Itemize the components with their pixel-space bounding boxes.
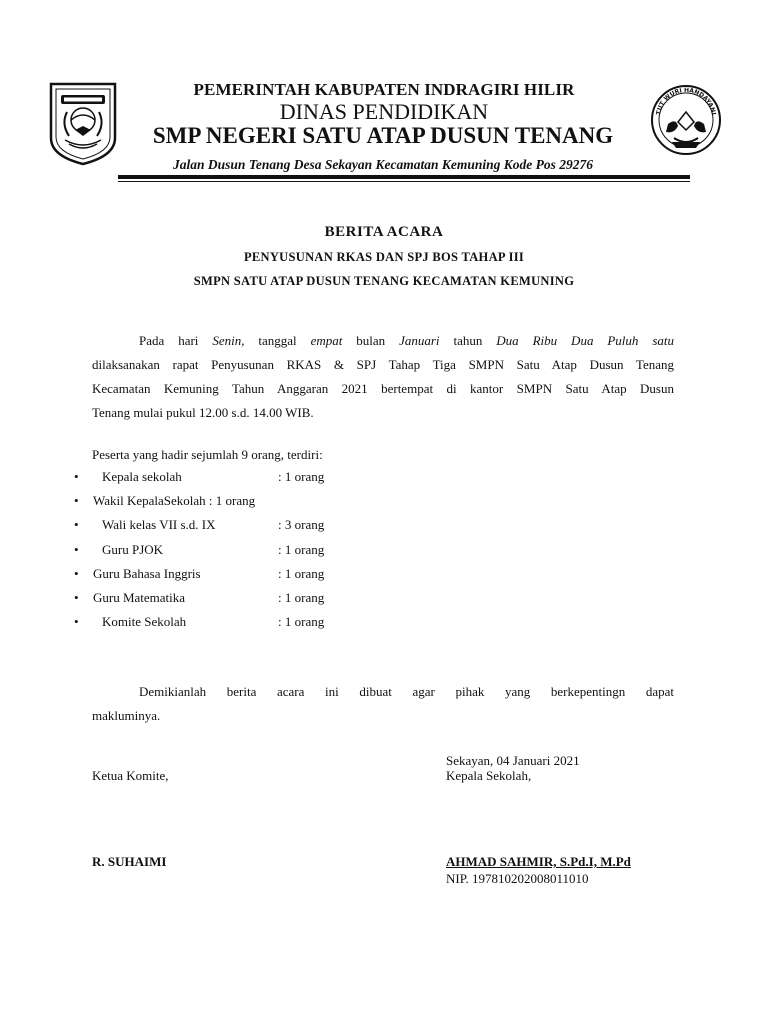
bullet-icon: • [74,493,79,508]
department-heading: DINAS PENDIDIKAN [279,99,489,124]
left-signatory-name: R. SUHAIMI [92,854,167,869]
attendee-count: : 1 orang [278,566,325,581]
paragraph-line-1 [92,333,674,349]
document-subtitle-2: SMPN SATU ATAP DUSUN TENANG KECAMATAN KEMUNING [193,274,575,288]
left-signatory-role: Ketua Komite, [92,768,169,783]
emblem-text: TUT WURI HANDAYANI [655,86,717,116]
attendee-count: : 1 orang [278,614,325,629]
document-subtitle-1: PENYUSUNAN RKAS DAN SPJ BOS TAHAP III [243,250,525,264]
paragraph-line-4: Tenang mulai pukul 12.00 s.d. 14.00 WIB. [92,405,314,420]
document-title: BERITA ACARA [324,224,444,240]
school-address: Jalan Dusun Tenang Desa Sekayan Kecamatan Kemuning Kode Pos 29276 [173,157,593,172]
bullet-icon: • [74,542,79,557]
attendee-count: : 1 orang [278,542,325,557]
right-signatory-role: Kepala Sekolah, [446,768,532,783]
letterhead-rule-thick [118,175,690,179]
school-heading: SMP NEGERI SATU ATAP DUSUN TENANG [152,123,614,148]
letterhead-rule-thin [118,181,690,182]
text-fragment: bulan [342,333,400,348]
attendee-count: : 3 orang [278,517,325,532]
closing-line-1: Demikianlah berita acara ini dibuat agar pihak yang berkepentingn dapat [139,684,674,699]
bullet-icon: • [74,590,79,605]
day-value: Senin [212,333,242,348]
paragraph-line-2: dilaksanakan rapat Penyusunan RKAS & SPJ Tahap Tiga SMPN Satu Atap Dusun Tenang [92,357,674,372]
right-signatory-name: AHMAD SAHMIR, S.Pd.I, M.Pd [446,854,631,869]
attendee-count: : 1 orang [278,469,325,484]
text-fragment: tahun [439,333,497,348]
closing-line-2: makluminya. [92,708,161,723]
attendees-intro: Peserta yang hadir sejumlah 9 orang, terdiri: [92,447,323,462]
text-fragment: , tanggal [241,333,311,348]
year-value: Dua Ribu Dua Puluh satu [496,333,675,348]
bullet-icon: • [74,517,79,532]
bullet-icon: • [74,614,79,629]
attendee-label: Wali kelas VII s.d. IX [102,517,216,532]
text-fragment: Pada hari [139,333,213,348]
attendee-label: Guru Bahasa Inggris [93,566,201,581]
paragraph-line-3: Kecamatan Kemuning Tahun Anggaran 2021 bertempat di kantor SMPN Satu Atap Dusun [92,381,674,396]
place-date: Sekayan, 04 Januari 2021 [446,753,580,768]
bullet-icon: • [74,566,79,581]
attendee-label: Wakil KepalaSekolah : 1 orang [93,493,256,508]
attendee-label: Komite Sekolah [102,614,187,629]
attendee-label: Guru PJOK [102,542,164,557]
bullet-icon: • [74,469,79,484]
right-signatory-nip: NIP. 197810202008011010 [446,871,589,886]
attendee-count: : 1 orang [278,590,325,605]
date-value: empat [310,333,343,348]
attendee-label: Kepala sekolah [102,469,182,484]
month-value: Januari [399,333,440,348]
attendee-label: Guru Matematika [93,590,186,605]
government-heading: PEMERINTAH KABUPATEN INDRAGIRI HILIR [193,80,575,99]
